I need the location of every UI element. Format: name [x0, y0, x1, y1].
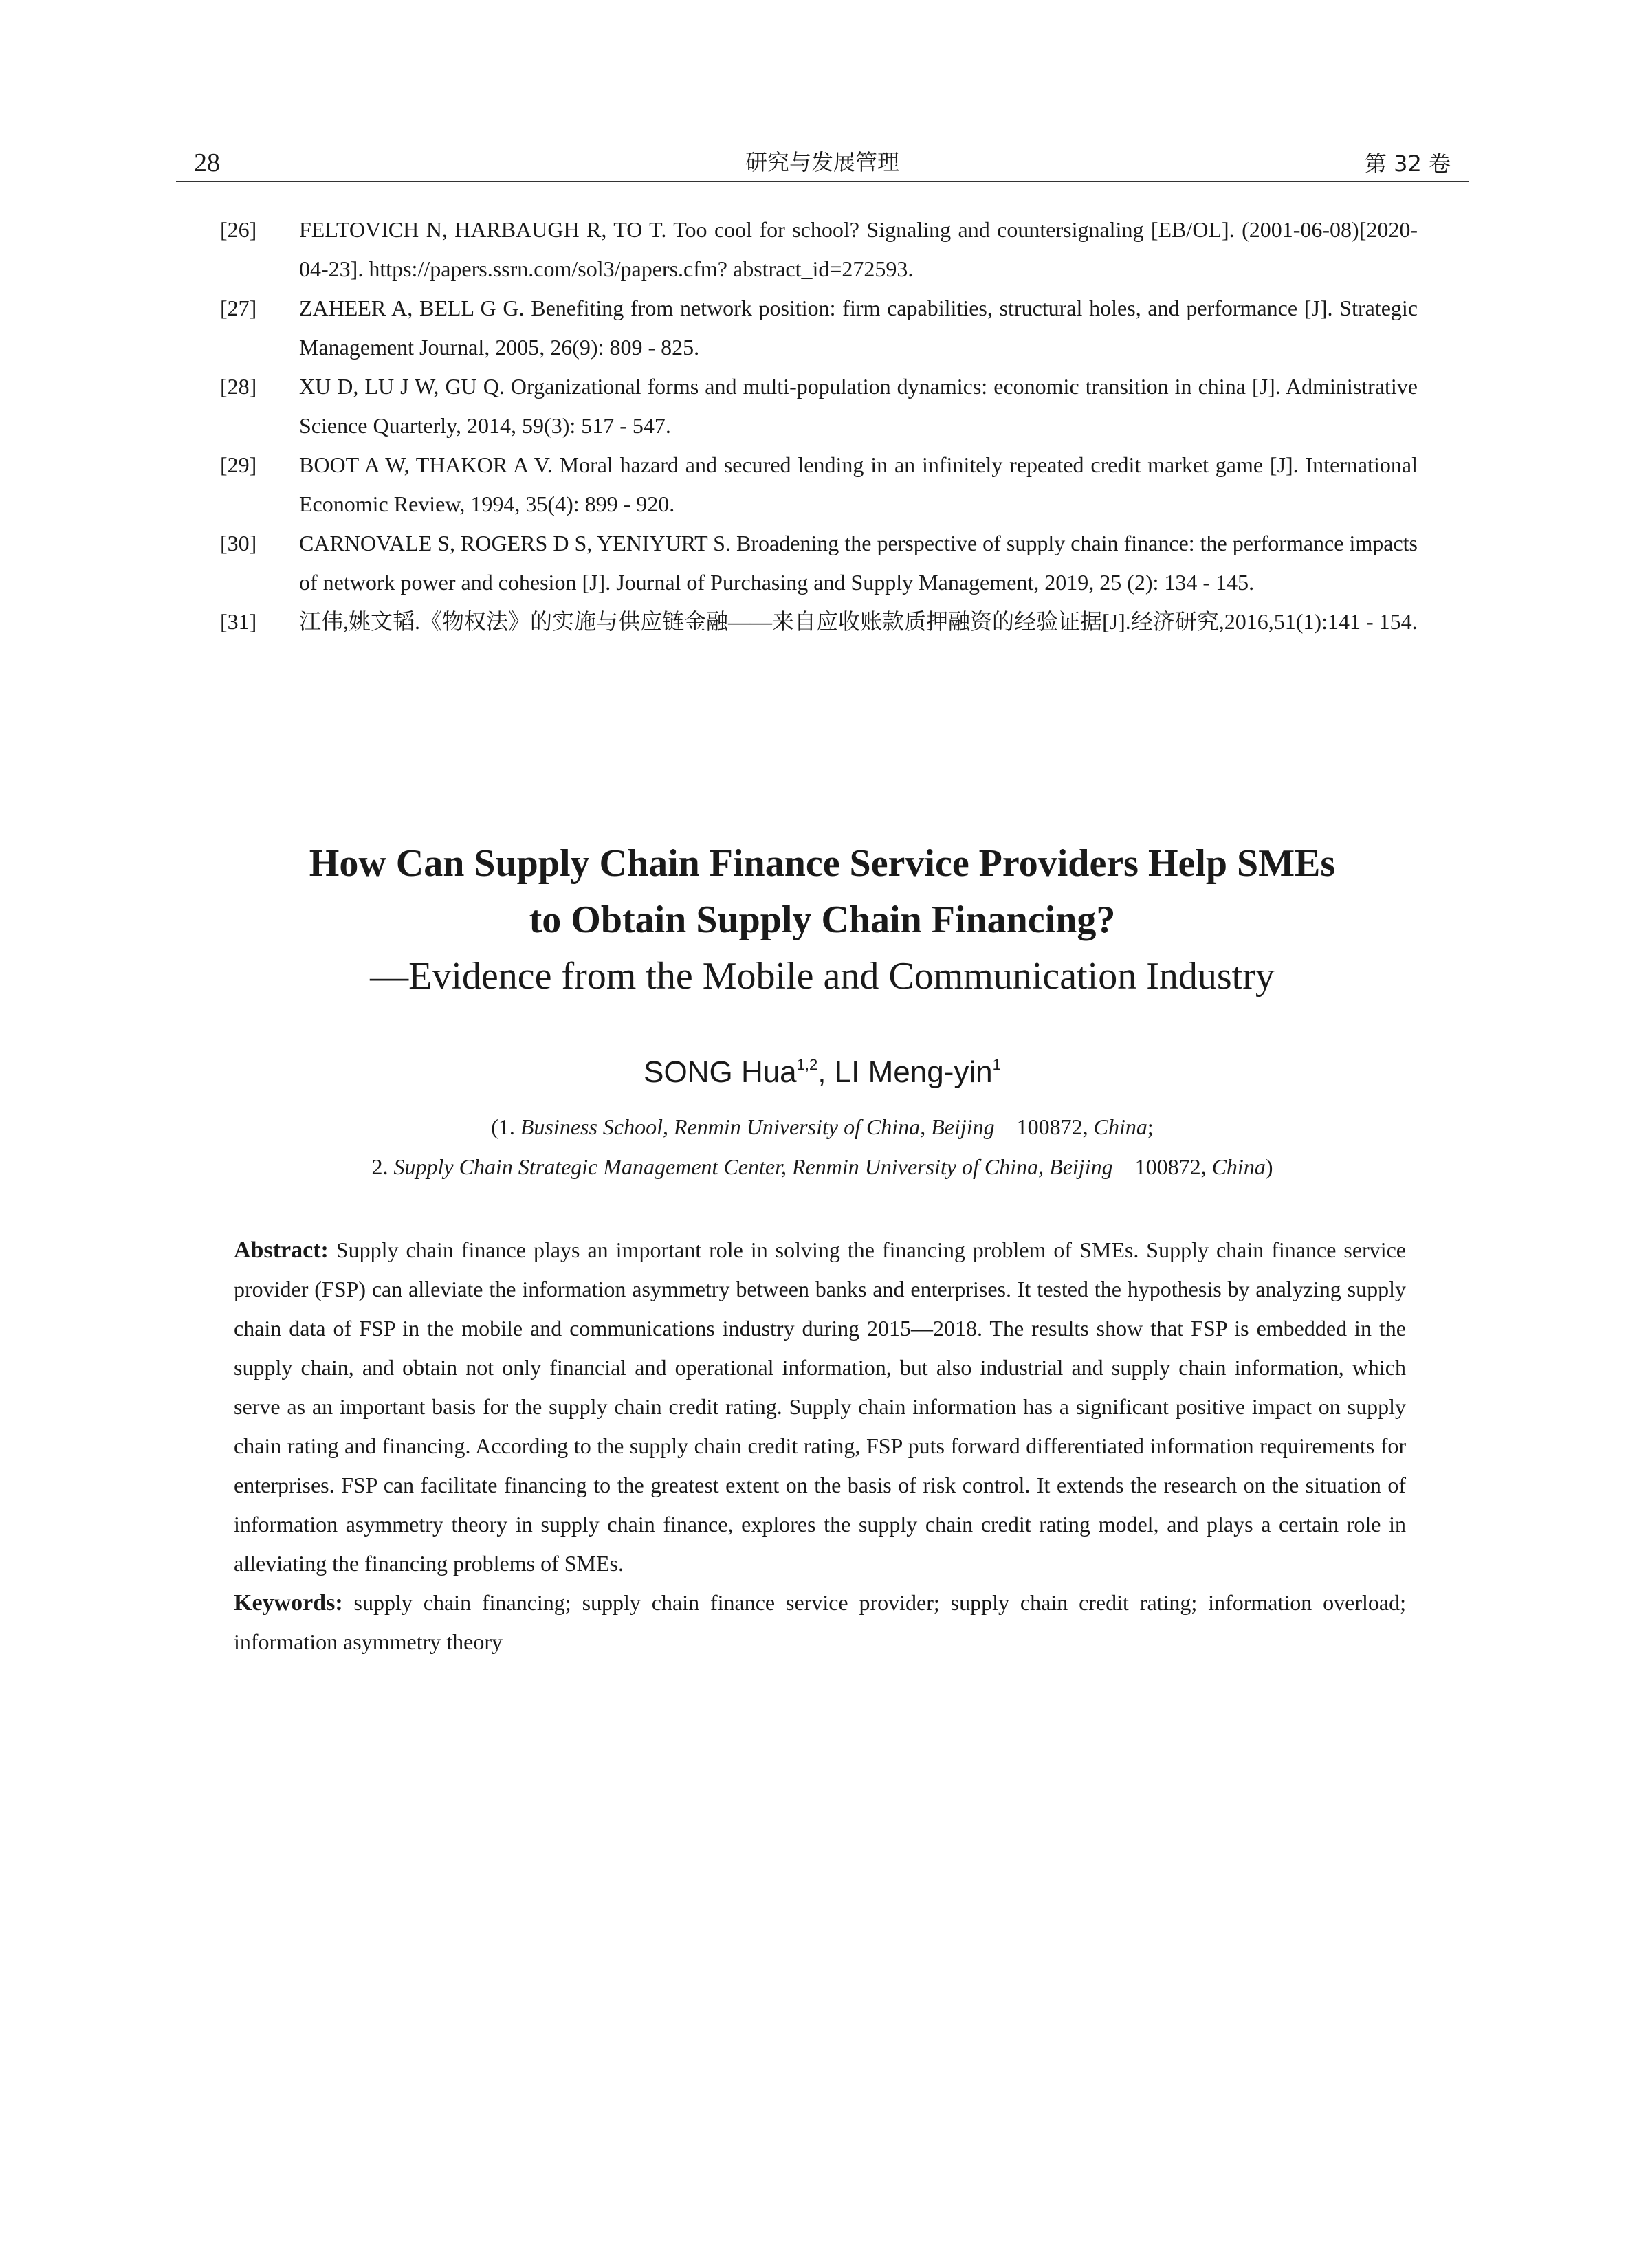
- reference-text: ZAHEER A, BELL G G. Benefiting from network position: firm capabilities, structural holes, and performance [J]. Strategic Management Journal, 2005, 26(9): 809 - 825.: [299, 296, 1418, 360]
- volume-number: 第 32 卷: [1364, 151, 1451, 177]
- reference-item: [220, 445, 1418, 524]
- reference-item: [220, 289, 1418, 367]
- affiliation-prefix: (1.: [491, 1114, 520, 1139]
- author-line: [176, 1055, 1469, 1090]
- article-title-line-2: to Obtain Supply Chain Financing?: [529, 899, 1116, 941]
- reference-text: CARNOVALE S, ROGERS D S, YENIYURT S. Broadening the perspective of supply chain finance: the performance impacts of network power and cohesion [J]. Journal of Purchasing and Supply Management, 2019, 25 (2): 134 - 145.: [299, 531, 1418, 595]
- reference-item: [220, 210, 1418, 289]
- reference-number: [30]: [220, 531, 257, 555]
- reference-number: [26]: [220, 217, 257, 242]
- affiliation-suffix: ): [1265, 1154, 1273, 1179]
- author-name: SONG Hua: [644, 1055, 797, 1089]
- affiliation-2: [176, 1147, 1469, 1187]
- affiliation-zip: 100872,: [1016, 1114, 1094, 1139]
- affiliations: [176, 1107, 1469, 1187]
- reference-number: [28]: [220, 374, 257, 399]
- reference-text: FELTOVICH N, HARBAUGH R, TO T. Too cool for school? Signaling and countersignaling [EB/OL]. (2001-06-08)[2020-04-23]. https://papers.ssrn.com/sol3/papers.cfm? abstract_id=272593.: [299, 217, 1418, 281]
- reference-text: BOOT A W, THAKOR A V. Moral hazard and secured lending in an infinitely repeated credit market game [J]. International Economic Review, 1994, 35(4): 899 - 920.: [299, 452, 1418, 516]
- reference-list: [220, 210, 1418, 641]
- abstract-paragraph: [234, 1231, 1406, 1583]
- keywords-label: Keywords:: [234, 1590, 343, 1616]
- reference-item: [220, 524, 1418, 602]
- abstract-text: Supply chain finance plays an important role in solving the financing problem of SMEs. Supply chain finance service provider (FSP) can alleviate the information asymmetry between banks and enterprises. It tested the hypothesis by analyzing supply chain data of FSP in the mobile and communications industry during 2015—2018. The results show that FSP is embedded in the supply chain, and obtain not only financial and operational information, but also industrial and supply chain information, which serve as an important basis for the supply chain credit rating. Supply chain information has a significant positive impact on supply chain rating and financing. According to the supply chain credit rating, FSP puts forward differentiated information requirements for enterprises. FSP can facilitate financing to the greatest extent on the basis of risk control. It extends the research on the situation of information asymmetry theory in supply chain finance, explores the supply chain credit rating model, and plays a certain role in alleviating the financing problems of SMEs.: [234, 1237, 1407, 1576]
- affiliation-prefix: 2.: [371, 1154, 394, 1179]
- affiliation-zip: 100872,: [1134, 1154, 1212, 1179]
- abstract-label: Abstract:: [234, 1237, 329, 1263]
- reference-item: [220, 367, 1418, 445]
- affiliation-1: [176, 1107, 1469, 1147]
- affiliation-text: Business School, Renmin University of China, Beijing: [520, 1114, 995, 1139]
- author-affiliation-marker: 1,2: [796, 1056, 818, 1073]
- affiliation-text: Supply Chain Strategic Management Center, Renmin University of China, Beijing: [393, 1154, 1113, 1179]
- reference-text: 江伟,姚文韬.《物权法》的实施与供应链金融——来自应收账款质押融资的经验证据[J].经济研究,2016,51(1):141 - 154.: [299, 609, 1418, 634]
- reference-item: [220, 602, 1418, 641]
- reference-number: [29]: [220, 452, 257, 477]
- article-subtitle: —Evidence from the Mobile and Communication Industry: [370, 955, 1275, 998]
- keywords-paragraph: [234, 1583, 1406, 1662]
- page-number: 28: [194, 148, 220, 177]
- reference-number: [27]: [220, 296, 257, 320]
- author-separator: ,: [817, 1055, 835, 1089]
- article-title-block: [176, 835, 1469, 1004]
- affiliation-suffix: ;: [1147, 1114, 1154, 1139]
- abstract-section: [234, 1231, 1406, 1662]
- reference-text: XU D, LU J W, GU Q. Organizational forms and multi-population dynamics: economic transition in china [J]. Administrative Science Quarterly, 2014, 59(3): 517 - 547.: [299, 374, 1418, 438]
- reference-number: [31]: [220, 609, 257, 634]
- running-header: [176, 141, 1469, 182]
- affiliation-country: China: [1211, 1154, 1266, 1179]
- journal-name: 研究与发展管理: [745, 149, 899, 175]
- affiliation-country: China: [1093, 1114, 1147, 1139]
- article-title-line-1: How Can Supply Chain Finance Service Providers Help SMEs: [309, 842, 1336, 885]
- keywords-text: supply chain financing; supply chain finance service provider; supply chain credit rating; information overload; information asymmetry theory: [234, 1590, 1407, 1654]
- author-affiliation-marker: 1: [992, 1056, 1001, 1073]
- author-name: LI Meng-yin: [834, 1055, 993, 1089]
